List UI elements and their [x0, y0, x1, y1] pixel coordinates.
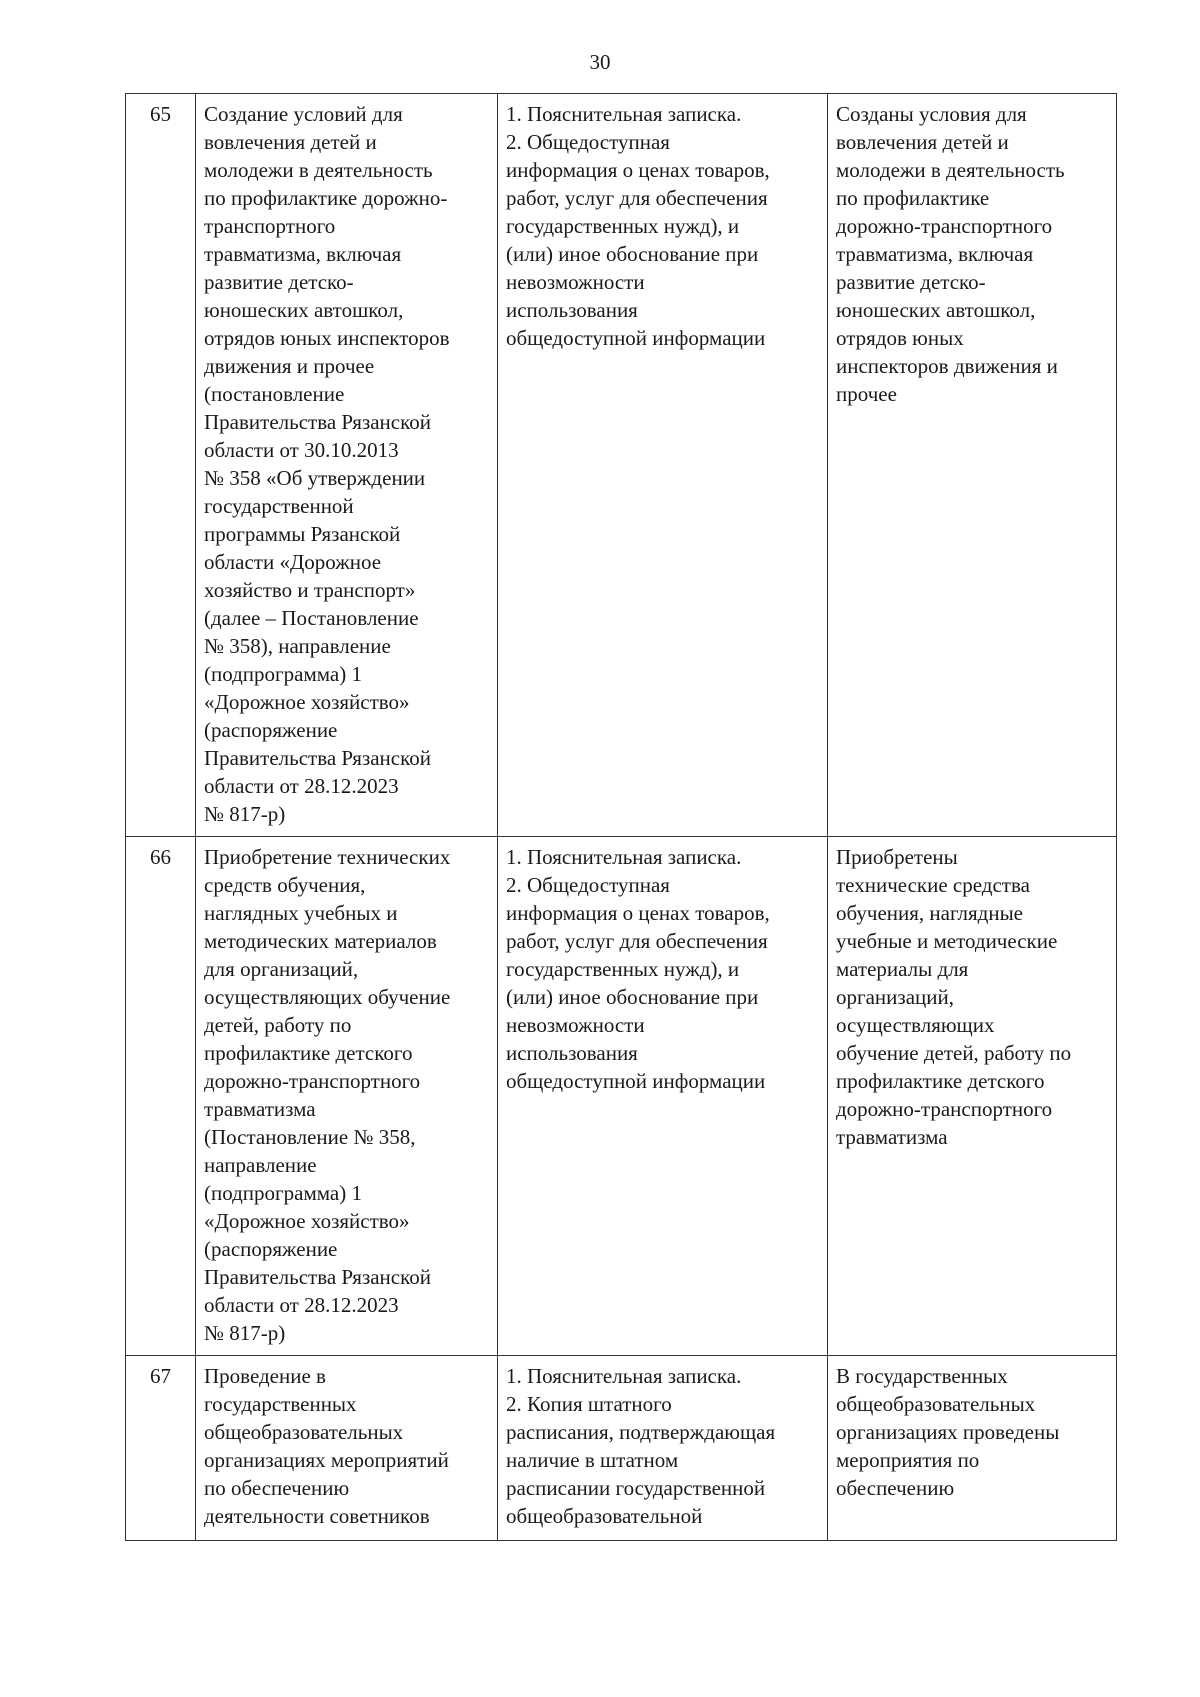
result-cell: Созданы условия для вовлечения детей и молодежи в деятельность по профилактике дорожно-транспортного травматизма, включая развитие детско- юношеских автошкол, отрядов юных инспекторов движения и прочее [828, 94, 1117, 837]
table-row [126, 837, 1117, 1356]
table-row [126, 1356, 1117, 1541]
documents-cell: 1. Пояснительная записка. 2. Копия штатного расписания, подтверждающая наличие в штатном расписании государственной общеобразовательной [498, 1356, 828, 1541]
table-row [126, 94, 1117, 837]
page-number: 30 [589, 50, 611, 74]
result-cell: В государственных общеобразовательных организациях проведены мероприятия по обеспечению [828, 1356, 1117, 1541]
activity-cell: Приобретение технических средств обучения, наглядных учебных и методических материалов для организаций, осуществляющих обучение детей, работу по профилактике детского дорожно-транспортного травматизма (Постановление № 358, направление (подпрограмма) 1 «Дорожное хозяйство» (распоряжение Правительства Рязанской области от 28.12.2023 № 817-р) [196, 837, 498, 1356]
activity-cell: Проведение в государственных общеобразовательных организациях мероприятий по обеспечению деятельности советников [196, 1356, 498, 1541]
result-cell: Приобретены технические средства обучения, наглядные учебные и методические материалы для организаций, осуществляющих обучение детей, работу по профилактике детского дорожно-транспортного травматизма [828, 837, 1117, 1356]
documents-cell: 1. Пояснительная записка. 2. Общедоступная информация о ценах товаров, работ, услуг для обеспечения государственных нужд), и (или) иное обоснование при невозможности использования общедоступной информации [498, 94, 828, 837]
row-number: 65 [126, 94, 196, 837]
row-number: 66 [126, 837, 196, 1356]
documents-cell: 1. Пояснительная записка. 2. Общедоступная информация о ценах товаров, работ, услуг для обеспечения государственных нужд), и (или) иное обоснование при невозможности использования общедоступной информации [498, 837, 828, 1356]
row-number: 67 [126, 1356, 196, 1541]
activity-cell: Создание условий для вовлечения детей и молодежи в деятельность по профилактике дорожно- транспортного травматизма, включая развитие детско- юношеских автошкол, отрядов юных инспекторов движения и прочее (постановление Правительства Рязанской области от 30.10.2013 № 358 «Об утверждении государственной программы Рязанской области «Дорожное хозяйство и транспорт» (далее – Постановление № 358), направление (подпрограмма) 1 «Дорожное хозяйство» (распоряжение Правительства Рязанской области от 28.12.2023 № 817-р) [196, 94, 498, 837]
measures-table [125, 93, 1117, 1541]
